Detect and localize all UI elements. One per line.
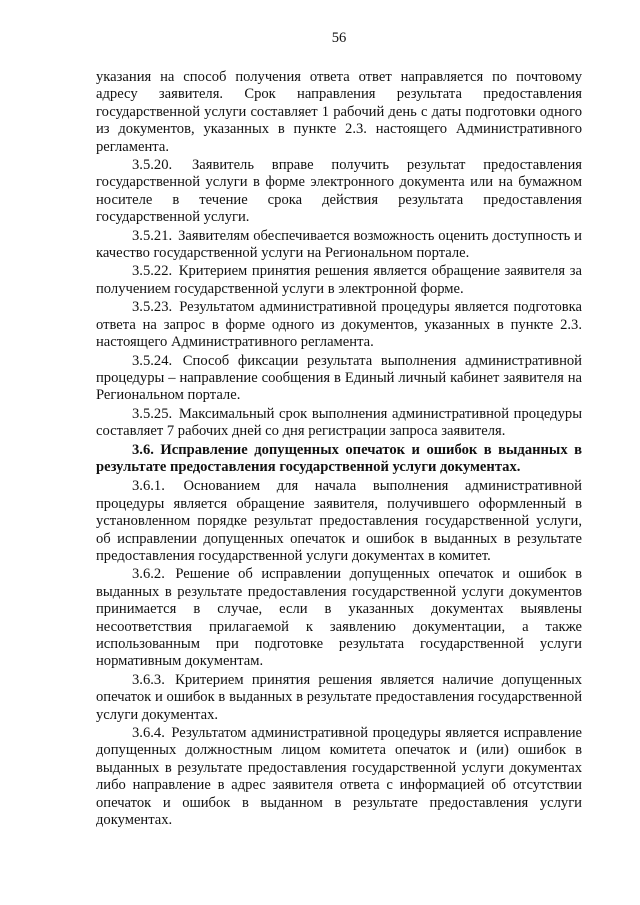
paragraph-text: Максимальный срок выполнения административной процедуры составляет 7 рабочих дней со дня регистрации запроса заявителя. [96,405,583,440]
paragraph-text: Основанием для начала выполнения административной процедуры является обращение заявителя, получившего оформленный в установленном порядке результат предоставления государственной услуги, об исправлении допущенных опечаток и ошибок в выданных в результате предоставления государственной услуги документах в комитет. [96,478,582,564]
paragraph-3-5-25 [96,406,582,441]
paragraph-number: 3.6.1. [132,478,165,495]
paragraph-3-5-20 [96,157,582,227]
paragraph-number: 3.5.20. [132,157,173,174]
paragraph-number: 3.6.2. [132,566,165,583]
paragraph-3-5-22 [96,263,582,298]
paragraph-number: 3.5.22. [132,263,173,280]
paragraph-text: Результатом административной процедуры является подготовка ответа на запрос в форме одного из документов, указанных в пункте 2.3. настоящего Административного регламента. [96,299,583,351]
paragraph-number: 3.6.3. [132,671,165,688]
paragraph-text: Решение об исправлении допущенных опечаток и ошибок в выданных в результате предоставления государственной услуги документов принимается в случае, если в указанных документах выявлены несоответствия прилагаемой к заявлению документации, а также использованным при подготовке результата государственной услуги нормативным документам. [96,566,582,670]
paragraph-number: 3.6.4. [132,725,165,742]
paragraph-text: Способ фиксации результата выполнения административной процедуры – направление сообщения в Единый личный кабинет заявителя на Региональном портале. [96,352,582,404]
section-heading-3-6: 3.6. Исправление допущенных опечаток и ошибок в выданных в результате предоставления государственной услуги документах. [96,441,582,475]
paragraph-3-6-4 [96,725,582,829]
paragraph-number: 3.5.21. [132,227,173,244]
paragraph-number: 3.5.24. [132,352,173,369]
paragraph-3-5-24 [96,353,582,405]
paragraph-text: Заявителям обеспечивается возможность оценить доступность и качество государственной услуги на Региональном портале. [96,227,582,262]
paragraph-3-5-21 [96,228,582,263]
paragraph-number: 3.5.25. [132,405,173,422]
paragraph-3-5-23 [96,299,582,351]
paragraph-text: Результатом административной процедуры является исправление допущенных должностным лицом комитета опечаток и (или) ошибок в выданных в результате предоставления государственной услуги документах либо направление в адрес заявителя ответа с информацией об отсутствии опечаток и ошибок в выданном в результате предоставления услуги документах. [96,725,582,829]
paragraph-text: Критерием принятия решения является обращение заявителя за получением государственной услуги в электронной форме. [96,263,582,297]
document-page [96,30,582,830]
paragraph-3-6-1 [96,478,582,565]
paragraph-3-6-3 [96,672,582,724]
page-number: 56 [331,30,347,46]
paragraph-text: указания на способ получения ответа ответ направляется по почтовому адресу заявителя. Срок направления результата предоставления государственной услуги составляет 1 рабочий день с даты подготовки одного из документов, указанных в пункте 2.3. настоящего Административного регламента. [96,69,582,155]
paragraph-3-6-2 [96,566,582,670]
paragraph-number: 3.5.23. [132,299,173,316]
paragraph-text: Заявитель вправе получить результат предоставления государственной услуги в форме электронного документа или на бумажном носителе в течение срока действия результата предоставления государственной услуги. [96,157,582,226]
paragraph-text: Критерием принятия решения является наличие допущенных опечаток и ошибок в выданных в результате предоставления государственной услуги документах. [96,671,582,723]
paragraph-continuation [96,69,582,156]
